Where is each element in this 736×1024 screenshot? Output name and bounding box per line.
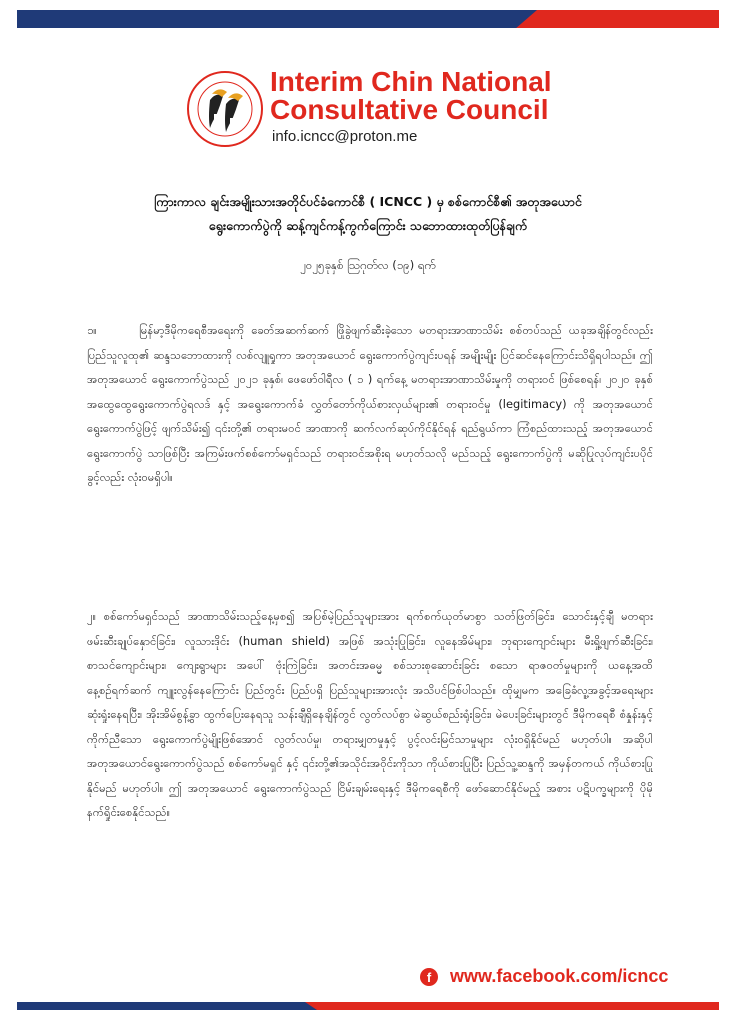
title-line2: ရွေးကောက်ပွဲကို ဆန့်ကျင်ကန့်ကွက်ကြောင်း သဘောထားထုတ်ပြန်ချက် [208,218,528,233]
paragraph-1 [87,318,653,490]
statement-title [40,190,696,238]
organization-name [270,68,710,124]
bottom-accent-bar [17,1002,719,1010]
paragraph-text: မြန်မာ့ဒီမိုကရေစီအရေးကို ခေတ်အဆက်ဆက် ဖြိုခွဲဖျက်ဆီးခဲ့သော မတရားအာဏာသိမ်း စစ်တပ်သည် ယခုအချိန်တွင်လည်း ပြည်သူလူထု၏ ဆန္ဒသဘောထားကို လစ်လျူရှုကာ အတုအယောင် ရွေးကောက်ပွဲကျင်းပရန် အမျိုးမျိုး ပြင်ဆင်နေကြောင်းသိရှိရပါသည်။ ဤအတုအယောင် ရွေးကောက်ပွဲသည် ၂၀၂၁ ခုနှစ်၊ ဖေဖော်ဝါရီလ ( ၁ ) ရက်နေ့ မတရားအာဏာသိမ်းမှုကို တရားဝင် ဖြစ်စေရန်၊ ၂၀၂၀ ခုနှစ် အထွေထွေရွေးကောက်ပွဲရလဒ် နှင့် အရွေးကောက်ခံ လွှတ်တော်ကိုယ်စားလှယ်များ၏ တရားဝင်မှု (legitimacy) ကို အတုအယောင် ရွေးကောက်ပွဲဖြင့် ဖျက်သိမ်း၍ ၎င်းတို့၏ တရားမဝင် အာဏာကို ဆက်လက်ဆုပ်ကိုင်နိုင်ရန် ရည်ရွယ်ကာ ကြံစည်ထားသည့် အတုအယောင် ရွေးကောက်ပွဲ သာဖြစ်ပြီး အကြမ်းဖက်စစ်ကော်မရှင်သည် တရားဝင်အစိုးရ မဟုတ်သလို မည်သည့် ရွေးကောက်ပွဲကို မဆိုပြုလုပ်ကျင်းပပိုင်ခွင့်လည်း လုံးဝမရှိပါ။ [87,323,653,484]
facebook-icon: f [420,968,438,986]
facebook-url[interactable]: www.facebook.com/icncc [450,966,669,986]
contact-email[interactable]: info.icncc@proton.me [272,128,418,145]
paragraph-2 [87,604,653,825]
facebook-link[interactable] [420,966,710,988]
title-line1: ကြားကာလ ချင်းအမျိုးသားအတိုင်ပင်ခံကောင်စီ ( ICNCC ) မှ စစ်ကောင်စီ၏ အတုအယောင် [154,194,582,209]
org-name-line1: Interim Chin National [270,66,552,97]
paragraph-number: ၁။ [87,323,97,337]
statement-date: ၂၀၂၅ခုနှစ် ဩဂုတ်လ (၁၉) ရက် [300,258,436,272]
bottom-bar-navy [17,1002,317,1010]
paragraph-text: စစ်ကော်မရှင်သည် အာဏာသိမ်းသည့်နေ့မှစ၍ အပြစ်မဲ့ပြည်သူများအား ရက်စက်ယုတ်မာစွာ သတ်ဖြတ်ခြင်း၊ သောင်းနှင့်ချီ မတရားဖမ်းဆီးချုပ်နှောင်ခြင်း၊ လူသားဒိုင်း (human shield) အဖြစ် အသုံးပြုခြင်း၊ လူနေအိမ်များ၊ ဘုရားကျောင်းများ မီးရှို့ဖျက်ဆီးခြင်း၊ စာသင်ကျောင်းများ၊ ကျေးရွာများ အပေါ် ဗုံးကြဲခြင်း၊ အတင်းအဓမ္မ စစ်သားစုဆောင်းခြင်း စသော ရာဇဝတ်မှုများကို ယနေ့အထိ နေ့စဉ်ရက်ဆက် ကျူးလွန်နေကြောင်း ပြည်တွင်း ပြည်ပရှိ ပြည်သူများအားလုံး အသိပင်ဖြစ်ပါသည်။ ထိုမျှမက အခြေခံလူ့အခွင့်အရေးများ ဆုံးရှုံးနေရပြီး၊ အိုးအိမ်စွန့်ခွာ ထွက်ပြေးနေရသူ သန်းချီရှိနေချိန်တွင် လွတ်လပ်စွာ မဲဆွယ်စည်းရုံးခြင်း၊ မဲပေးခြင်းများတွင် ဒီမိုကရေစီ စံနှုန်းနှင့် ကိုက်ညီသော ရွေးကောက်ပွဲမျိုးဖြစ်အောင် လွတ်လပ်မှု၊ တရားမျှတမှုနှင့် ပွင့်လင်းမြင်သာမှုများ လုံးဝရှိနိုင်မည် မဟုတ်ပါ။ အဆိုပါ အတုအယောင်ရွေးကောက်ပွဲသည် စစ်ကော်မရှင် နှင့် ၎င်းတို့၏အသိုင်းအဝိုင်းကိုသာ ကိုယ်စားပြုပြီး ပြည်သူ့ဆန္ဒကို အမှန်တကယ် ကိုယ်စားပြုနိုင်မည် မဟုတ်ပါ။ ဤ အတုအယောင် ရွေးကောက်ပွဲသည် ငြိမ်းချမ်းရေးနှင့် ဒီမိုကရေစီကို ဖော်ဆောင်နိုင်မည့် အစား ပဋိပက္ခများကို ပိုမိုနက်ရှိုင်းစေနိုင်သည်။ [87,609,653,819]
org-name-line2: Consultative Council [270,94,549,125]
top-accent-bar [17,10,719,28]
top-bar-navy [17,10,537,28]
icncc-logo-seal [186,70,264,148]
paragraph-number: ၂။ [87,609,97,623]
